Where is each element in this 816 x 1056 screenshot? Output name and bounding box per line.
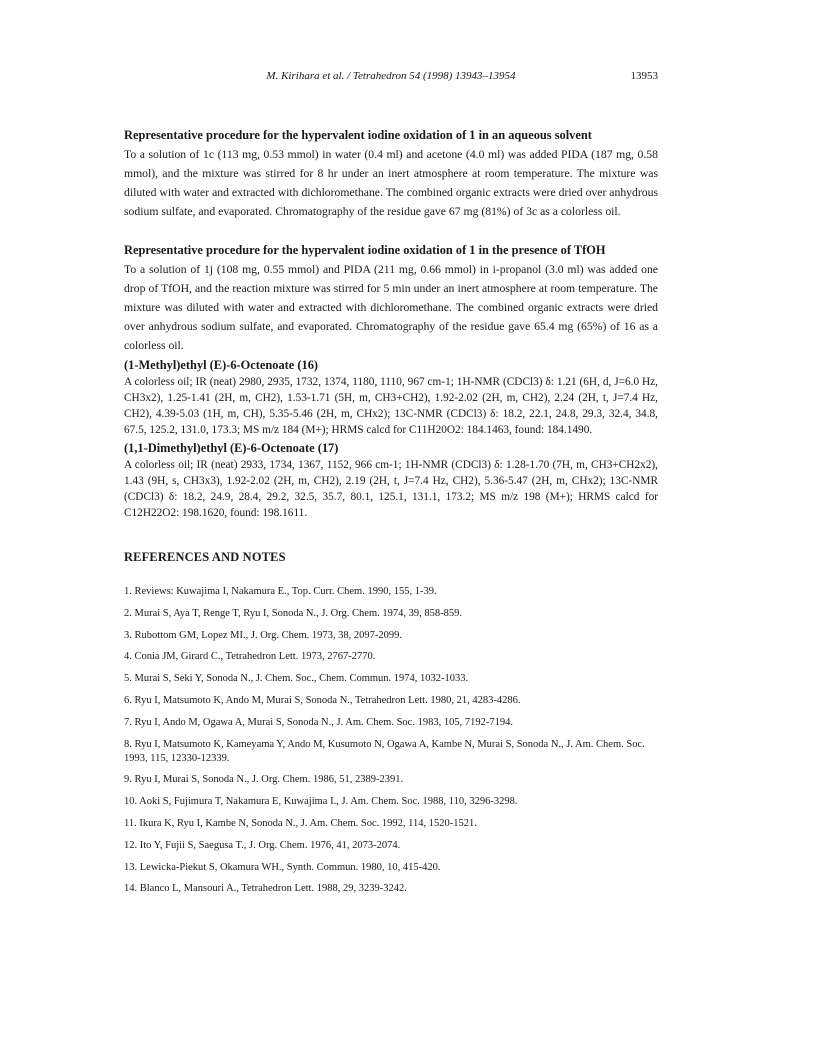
reference-item: 5. Murai S, Seki Y, Sonoda N., J. Chem. Soc., Chem. Commun. 1974, 1032-1033. <box>124 673 469 685</box>
reference-item: 14. Blanco L, Mansouri A., Tetrahedron Lett. 1988, 29, 3239-3242. <box>124 883 407 895</box>
compound-17-data: A colorless oil; IR (neat) 2933, 1734, 1367, 1152, 966 cm-1; 1H-NMR (CDCl3) δ: 1.28-1.70 (7H, m, CH3+CH2x2), 1.43 (9H, s, CH3x3), 1.92-2.02 (2H, m, CH2), 2.19 (2H, t, J=7.4 Hz, CH2), 5.36-5.47 (2H, m, CHx2); 13C-NMR (CDCl3) δ: 18.2, 24.9, 28.4, 29.2, 32.5, 35.7, 80.1, 125.1, 131.1, 173.2; MS m/z 198 (M+); HRMS calcd for C12H22O2: 198.1620, found: 198.1611. <box>124 459 658 519</box>
section-title-aqueous: Representative procedure for the hypervalent iodine oxidation of 1 in an aqueous solvent <box>124 128 592 142</box>
compound-17-title: (1,1-Dimethyl)ethyl (E)-6-Octenoate (17) <box>124 441 339 455</box>
page-header <box>124 70 658 90</box>
reference-item: 6. Ryu I, Matsumoto K, Ando M, Murai S, Sonoda N., Tetrahedron Lett. 1980, 21, 4283-4286. <box>124 694 521 706</box>
reference-item: 10. Aoki S, Fujimura T, Nakamura E, Kuwajima I., J. Am. Chem. Soc. 1988, 110, 3296-3298. <box>124 796 518 808</box>
section-spacer <box>124 221 658 241</box>
section-title-tfoh: Representative procedure for the hypervalent iodine oxidation of 1 in the presence of TfOH <box>124 243 606 257</box>
reference-item: 2. Murai S, Aya T, Renge T, Ryu I, Sonoda N., J. Org. Chem. 1974, 39, 858-859. <box>124 607 463 619</box>
compound-16-data: A colorless oil; IR (neat) 2980, 2935, 1732, 1374, 1180, 1110, 967 cm-1; 1H-NMR (CDCl3) δ: 1.21 (6H, d, J=6.0 Hz, CH3x2), 1.25-1.41 (2H, m, CH2), 1.53-1.71 (5H, m, CH3+CH2), 1.92-2.02 (2H, m, CH2), 2.24 (2H, t, J=7.4 Hz, CH2), 4.39-5.03 (1H, m, CH), 5.35-5.46 (2H, m, CHx2); 13C-NMR (CDCl3) δ: 18.2, 22.1, 24.8, 29.3, 32.4, 34.8, 67.5, 125.2, 131.0, 173.3; MS m/z 184 (M+); HRMS calcd for C11H20O2: 184.1463, found: 184.1490. <box>124 376 658 436</box>
page-content <box>124 126 658 904</box>
reference-item: 13. Lewicka-Piekut S, Okamura WH., Synth. Commun. 1980, 10, 415-420. <box>124 861 441 873</box>
procedure-tfoh: To a solution of 1j (108 mg, 0.55 mmol) and PIDA (211 mg, 0.66 mmol) in i-propanol (3.0 ml) was added one drop of TfOH, and the reaction mixture was stirred for 5 min under an inert atmosphere at room temperature. The mixture was diluted with water and extracted with dichloromethane. The combined organic extracts were dried over anhydrous sodium sulfate, and evaporated. Chromatography of the residue gave 65.4 mg (65%) of 16 as a colorless oil. <box>124 263 658 352</box>
reference-item: 3. Rubottom GM, Lopez MI., J. Org. Chem. 1973, 38, 2097-2099. <box>124 629 403 641</box>
reference-list <box>124 585 658 896</box>
page-number: 13953 <box>630 70 658 82</box>
procedure-aqueous: To a solution of 1c (113 mg, 0.53 mmol) in water (0.4 ml) and acetone (4.0 ml) was added PIDA (187 mg, 0.58 mmol), and the mixture was stirred for 8 hr under an inert atmosphere at room temperature. The mixture was diluted with water and extracted with dichloromethane. The combined organic extracts were dried over anhydrous sodium sulfate, and evaporated. Chromatography of the residue gave 67 mg (81%) of 3c as a colorless oil. <box>124 148 658 218</box>
reference-item: 8. Ryu I, Matsumoto K, Kameyama Y, Ando M, Kusumoto N, Ogawa A, Kambe N, Murai S, Sonoda N., J. Am. Chem. Soc. 1993, 115, 12330-12339. <box>124 738 645 764</box>
reference-item: 4. Conia JM, Girard C., Tetrahedron Lett. 1973, 2767-2770. <box>124 651 376 663</box>
compound-16-title: (1-Methyl)ethyl (E)-6-Octenoate (16) <box>124 358 319 372</box>
reference-item: 11. Ikura K, Ryu I, Kambe N, Sonoda N., J. Am. Chem. Soc. 1992, 114, 1520-1521. <box>124 817 477 829</box>
reference-item: 7. Ryu I, Ando M, Ogawa A, Murai S, Sonoda N., J. Am. Chem. Soc. 1983, 105, 7192-7194. <box>124 716 513 728</box>
reference-item: 9. Ryu I, Murai S, Sonoda N., J. Org. Chem. 1986, 51, 2389-2391. <box>124 774 404 786</box>
reference-item: 1. Reviews: Kuwajima I, Nakamura E., Top. Curr. Chem. 1990, 155, 1-39. <box>124 586 437 597</box>
references-heading: REFERENCES AND NOTES <box>124 550 286 564</box>
reference-item: 12. Ito Y, Fujii S, Saegusa T., J. Org. Chem. 1976, 41, 2073-2074. <box>124 839 401 851</box>
running-head: M. Kirihara et al. / Tetrahedron 54 (1998) 13943–13954 <box>266 70 516 82</box>
